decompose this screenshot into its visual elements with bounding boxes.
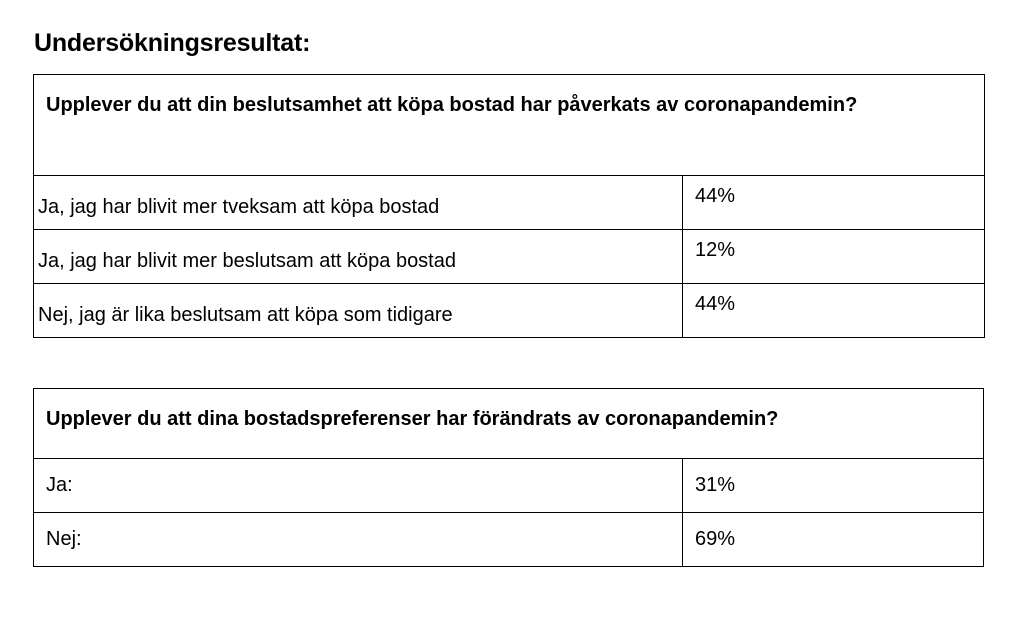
answer-percentage: 31% <box>683 459 984 513</box>
answer-label: Ja, jag har blivit mer beslutsam att köpa bostad <box>34 230 683 284</box>
question-text: Upplever du att din beslutsamhet att köpa bostad har påverkats av coronapandemin? <box>34 75 985 176</box>
question-text: Upplever du att dina bostadspreferenser har förändrats av coronapandemin? <box>34 389 984 459</box>
survey-table-bostadspreferenser <box>33 388 984 567</box>
answer-percentage: 44% <box>683 284 985 338</box>
answer-label: Nej: <box>34 513 683 567</box>
page-title: Undersökningsresultat: <box>34 29 311 57</box>
answer-percentage: 44% <box>683 176 985 230</box>
answer-percentage: 69% <box>683 513 984 567</box>
answer-label: Ja: <box>34 459 683 513</box>
question-row <box>34 75 985 176</box>
table-row <box>34 230 985 284</box>
answer-label: Nej, jag är lika beslutsam att köpa som tidigare <box>34 284 683 338</box>
table-row <box>34 284 985 338</box>
table-row <box>34 176 985 230</box>
table-row <box>34 513 984 567</box>
table-row <box>34 459 984 513</box>
answer-label: Ja, jag har blivit mer tveksam att köpa bostad <box>34 176 683 230</box>
answer-percentage: 12% <box>683 230 985 284</box>
survey-table-beslutsamhet <box>33 74 985 338</box>
question-row <box>34 389 984 459</box>
